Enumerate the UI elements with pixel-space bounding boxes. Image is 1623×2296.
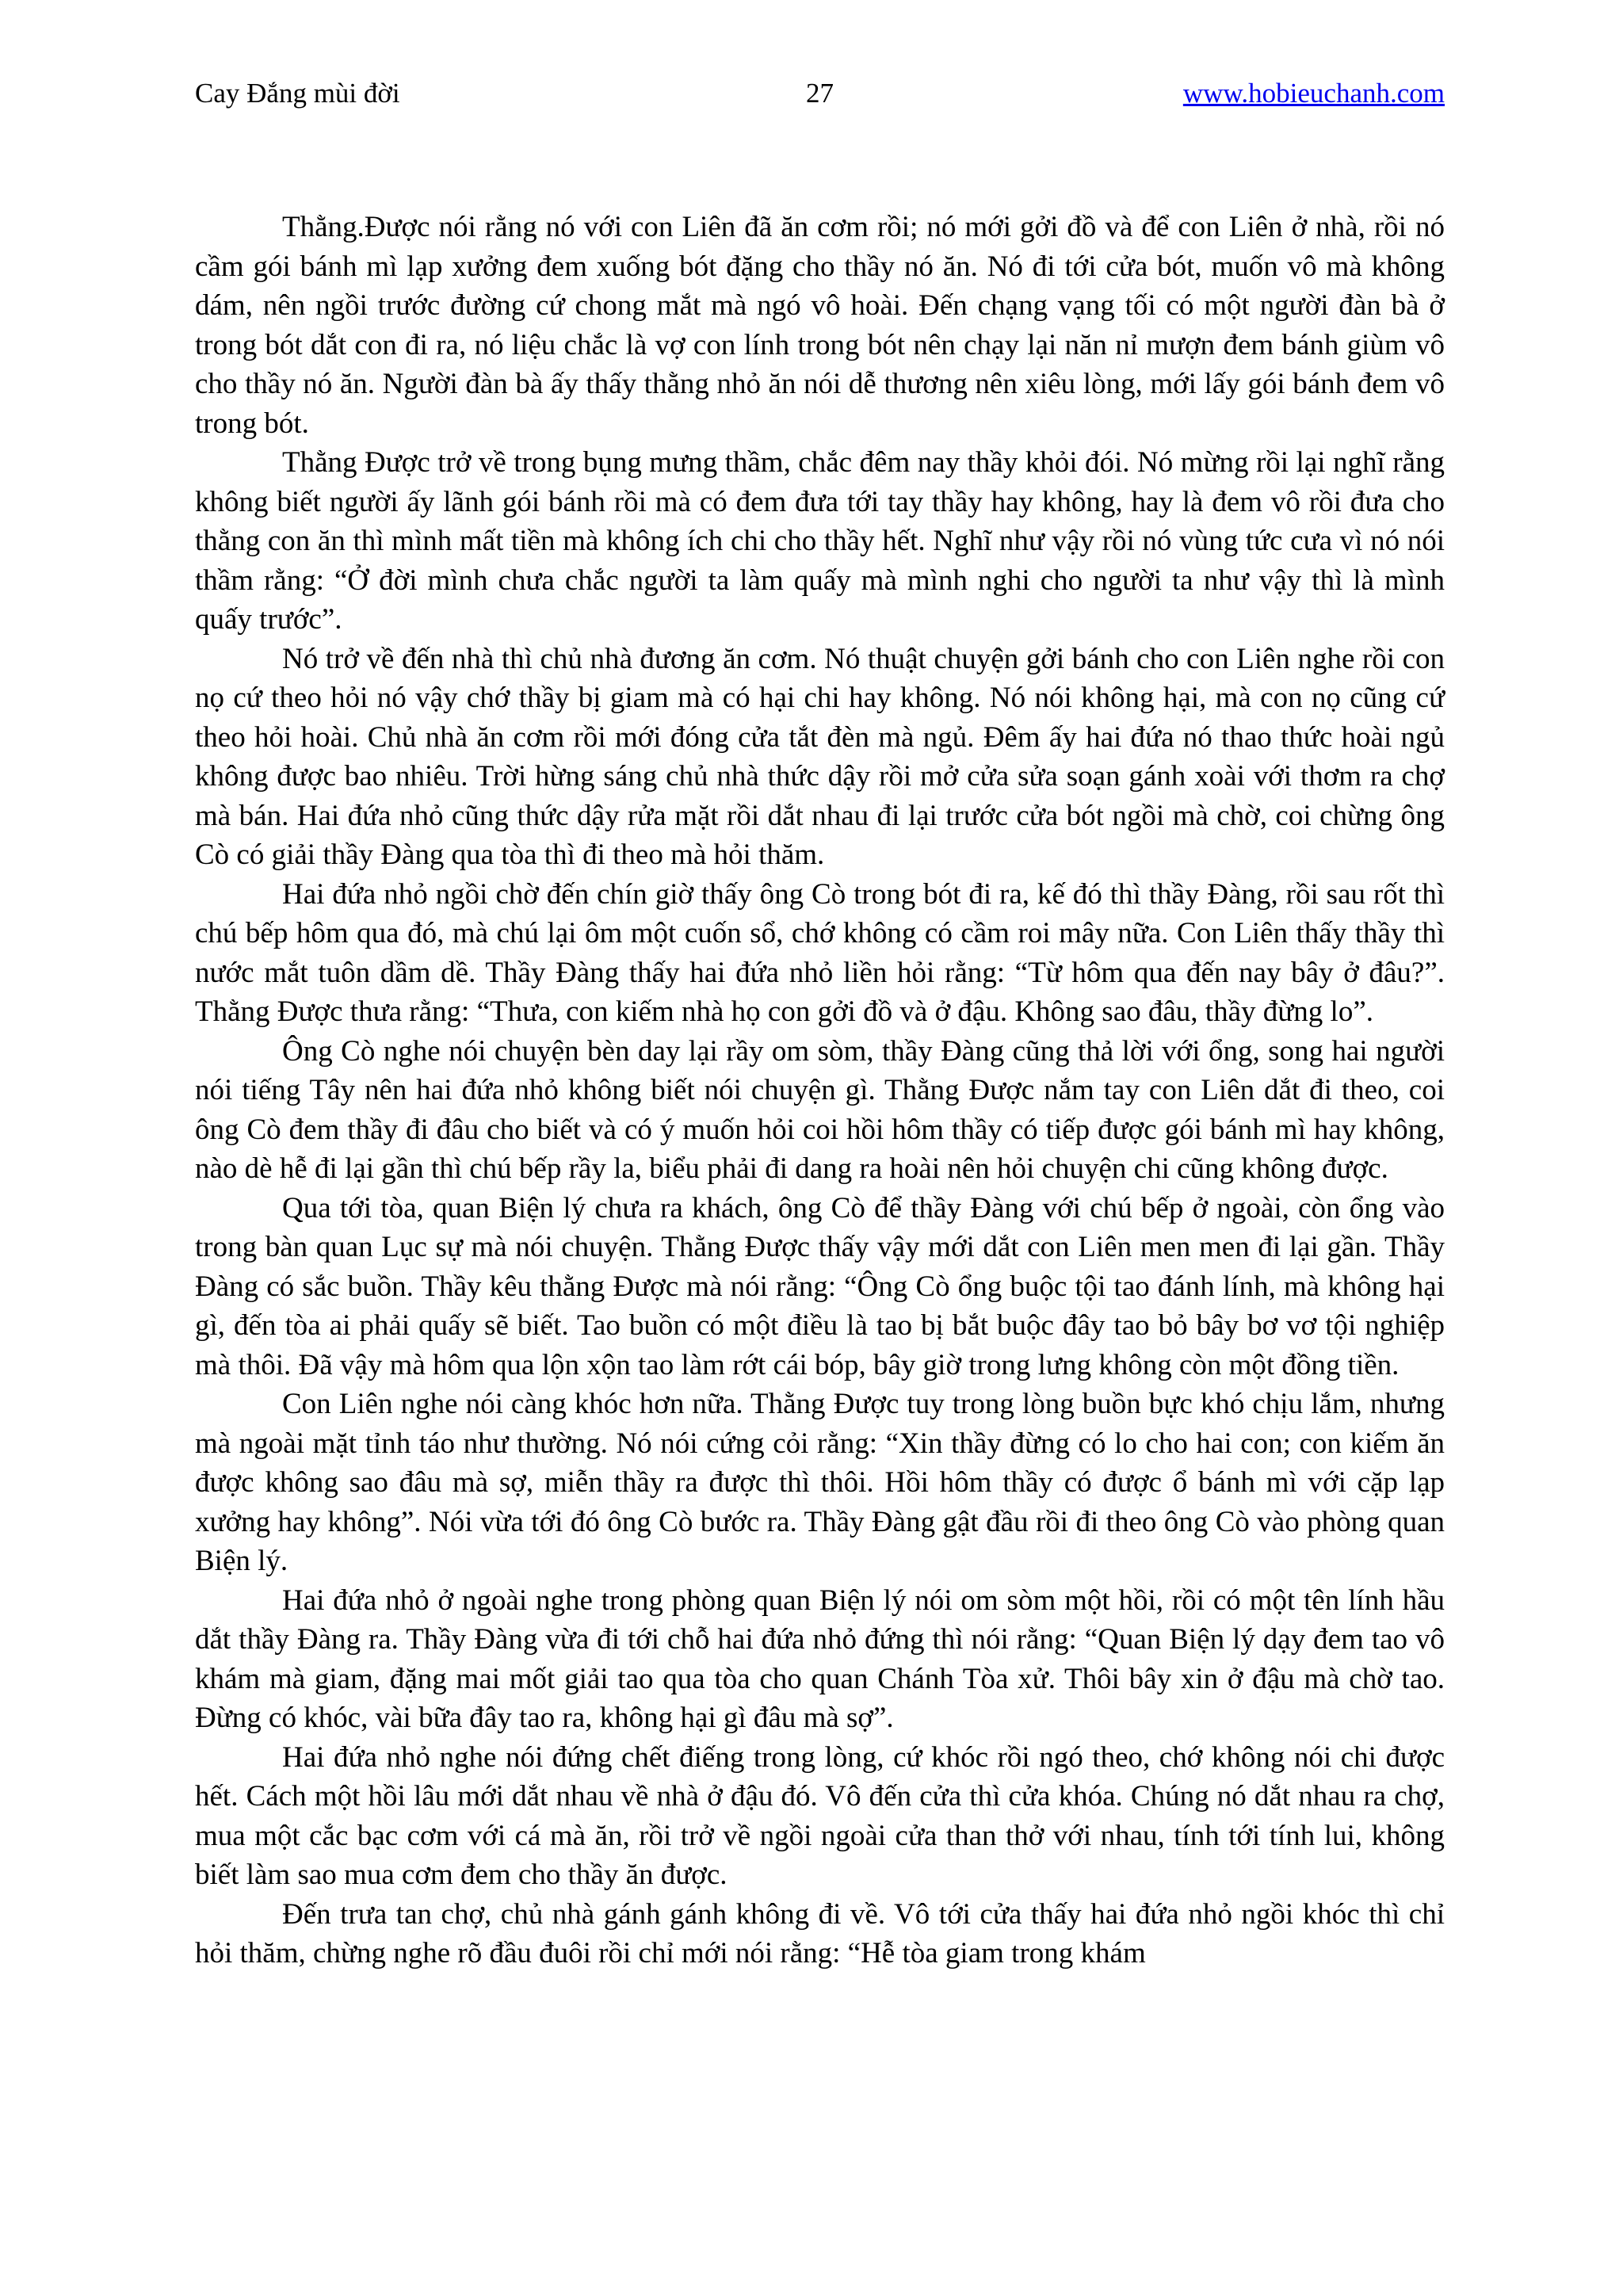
paragraph: Nó trở về đến nhà thì chủ nhà đương ăn cơm. Nó thuật chuyện gởi bánh cho con Liên nghe rồi con nọ cứ theo hỏi nó vậy chớ thầy bị giam mà có hại chi hay không. Nó nói không hại, mà con nọ cũng cứ theo hỏi hoài. Chủ nhà ăn cơm rồi mới đóng cửa tắt đèn mà ngủ. Đêm ấy hai đứa nó thao thức hoài ngủ không được bao nhiêu. Trời hừng sáng chủ nhà thức dậy rồi mở cửa sửa soạn gánh xoài với thơm ra chợ mà bán. Hai đứa nhỏ cũng thức dậy rửa mặt rồi dắt nhau đi lại trước cửa bót ngồi mà chờ, coi chừng ông Cò có giải thầy Đàng qua tòa thì đi theo mà hỏi thăm. — [195, 642, 1445, 871]
paragraph: Ông Cò nghe nói chuyện bèn day lại rầy om sòm, thầy Đàng cũng thả lời với ổng, song hai người nói tiếng Tây nên hai đứa nhỏ không biết nói chuyện gì. Thằng Được nắm tay con Liên dắt đi theo, coi ông Cò đem thầy đi đâu cho biết và có ý muốn hỏi coi hồi hôm thầy có tiếp được gói bánh mì hay không, nào dè hễ đi lại gần thì chú bếp rầy la, biểu phải đi dang ra hoài nên hỏi chuyện chi cũng không được. — [195, 1034, 1445, 1185]
website-link[interactable]: www.hobieuchanh.com — [1182, 78, 1445, 109]
page-number: 27 — [806, 78, 834, 109]
paragraph: Qua tới tòa, quan Biện lý chưa ra khách, ông Cò để thầy Đàng với chú bếp ở ngoài, còn ổng vào trong bàn quan Lục sự mà nói chuyện. Thằng Được thấy vậy mới dắt con Liên men men đi lại gần. Thầy Đàng có sắc buồn. Thầy kêu thằng Được mà nói rằng: “Ông Cò ổng buộc tội tao đánh lính, mà không hại gì, đến tòa ai phải quấy sẽ biết. Tao buồn có một điều là tao bị bắt buộc đây tao bỏ bây bơ vơ tội nghiệp mà thôi. Đã vậy mà hôm qua lộn xộn tao làm rớt cái bóp, bây giờ trong lưng không còn một đồng tiền. — [195, 1191, 1445, 1381]
paragraph: Con Liên nghe nói càng khóc hơn nữa. Thằng Được tuy trong lòng buồn bực khó chịu lắm, nhưng mà ngoài mặt tỉnh táo như thường. Nó nói cứng cỏi rằng: “Xin thầy đừng có lo cho hai con; con kiếm ăn được không sao đâu mà sợ, miễn thầy ra được thì thôi. Hồi hôm thầy có được ổ bánh mì với cặp lạp xưởng hay không”. Nói vừa tới đó ông Cò bước ra. Thầy Đàng gật đầu rồi đi theo ông Cò vào phòng quan Biện lý. — [195, 1388, 1445, 1577]
page-header — [195, 73, 1445, 120]
book-title: Cay Đắng mùi đời — [195, 78, 400, 109]
paragraph: Hai đứa nhỏ nghe nói đứng chết điếng trong lòng, cứ khóc rồi ngó theo, chớ không nói chi được hết. Cách một hồi lâu mới dắt nhau về nhà ở đậu đó. Vô đến cửa thì cửa khóa. Chúng nó dắt nhau ra chợ, mua một cắc bạc cơm với cá mà ăn, rồi trở về ngồi ngoài cửa than thở với nhau, tính tới tính lui, không biết làm sao mua cơm đem cho thầy ăn được. — [195, 1740, 1445, 1891]
paragraph: Thằng Được trở về trong bụng mưng thầm, chắc đêm nay thầy khỏi đói. Nó mừng rồi lại nghĩ rằng không biết người ấy lãnh gói bánh rồi mà có đem đưa tới tay thầy hay không, hay là đem vô rồi đưa cho thằng con ăn thì mình mất tiền mà không ích chi cho thầy hết. Nghĩ như vậy rồi nó vùng tức cưa vì nó nói thầm rằng: “Ở đời mình chưa chắc người ta làm quấy mà mình nghi cho người ta như vậy thì là mình quấy trước”. — [195, 446, 1445, 636]
body-text — [195, 208, 1445, 1973]
paragraph: Đến trưa tan chợ, chủ nhà gánh gánh không đi về. Vô tới cửa thấy hai đứa nhỏ ngồi khóc thì chỉ hỏi thăm, chừng nghe rõ đầu đuôi rồi chỉ mới nói rằng: “Hễ tòa giam trong khám — [195, 1897, 1445, 1969]
paragraph: Hai đứa nhỏ ở ngoài nghe trong phòng quan Biện lý nói om sòm một hồi, rồi có một tên lính hầu dắt thầy Đàng ra. Thầy Đàng vừa đi tới chỗ hai đứa nhỏ đứng thì nói rằng: “Quan Biện lý dạy đem tao vô khám mà giam, đặng mai mốt giải tao qua tòa cho quan Chánh Tòa xử. Thôi bây xin ở đậu mà chờ tao. Đừng có khóc, vài bữa đây tao ra, không hại gì đâu mà sợ”. — [195, 1584, 1445, 1734]
paragraph: Thằng.Được nói rằng nó với con Liên đã ăn cơm rồi; nó mới gởi đồ và để con Liên ở nhà, rồi nó cầm gói bánh mì lạp xưởng đem xuống bót đặng cho thầy nó ăn. Nó đi tới cửa bót, muốn vô mà không dám, nên ngồi trước đường cứ chong mắt mà ngó vô hoài. Đến chạng vạng tối có một người đàn bà ở trong bót dắt con đi ra, nó liệu chắc là vợ con lính trong bót nên chạy lại năn nỉ mượn đem bánh giùm vô cho thầy nó ăn. Người đàn bà ấy thấy thằng nhỏ ăn nói dễ thương nên xiêu lòng, mới lấy gói bánh đem vô trong bót. — [195, 211, 1445, 440]
paragraph: Hai đứa nhỏ ngồi chờ đến chín giờ thấy ông Cò trong bót đi ra, kế đó thì thầy Đàng, rồi sau rốt thì chú bếp hôm qua đó, mà chú lại ôm một cuốn sổ, chớ không có cầm roi mây nữa. Con Liên thấy thầy thì nước mắt tuôn dầm dề. Thầy Đàng thấy hai đứa nhỏ liền hỏi rằng: “Từ hôm qua đến nay bây ở đâu?”. Thằng Được thưa rằng: “Thưa, con kiếm nhà họ con gởi đồ và ở đậu. Không sao đâu, thầy đừng lo”. — [195, 877, 1445, 1028]
